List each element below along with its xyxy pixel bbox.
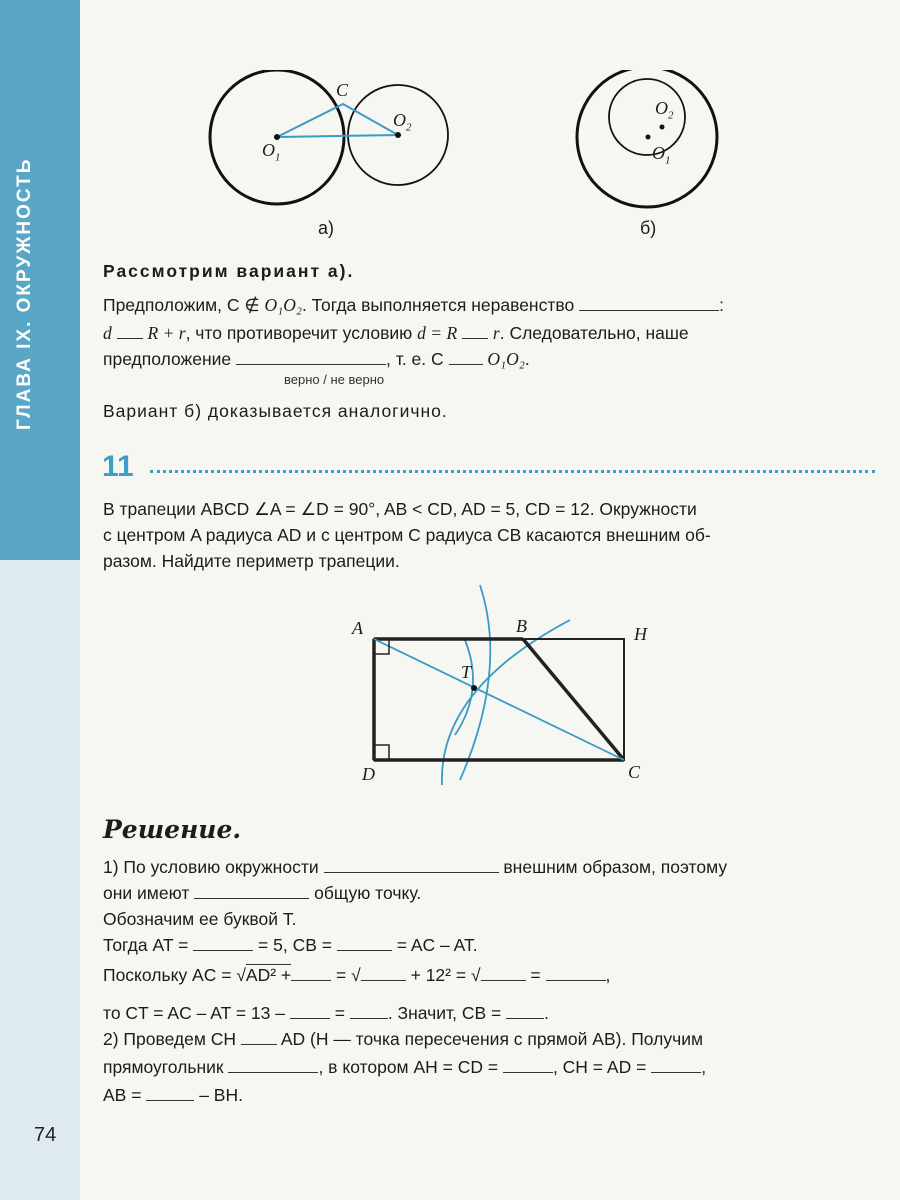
point-c: C — [628, 762, 641, 782]
task-text-2: с центром A радиуса AD и с центром C радиуса CB касаются внешним об- — [103, 525, 711, 545]
proof-line-4: предположение , т. е. C O₁O₂. — [103, 349, 530, 369]
solution-line-2: они имеют общую точку. — [103, 883, 422, 903]
fig-b-caption: б) — [640, 218, 657, 238]
solution-line-8: прямоугольник , в котором AH = CD = , CH = AD = , — [103, 1057, 707, 1077]
proof-line-2: Предположим, C ∉ O₁O₂. Тогда выполняется неравенство : — [103, 295, 724, 315]
figure-a — [200, 70, 460, 210]
fig-b-label-o2: $O_2$ — [655, 98, 674, 122]
sidebar-band — [0, 0, 80, 560]
chapter-sidebar — [0, 0, 80, 1200]
task-divider — [150, 470, 875, 473]
solution-line-3: Обозначим ее буквой T. — [103, 909, 297, 929]
solution-line-7: 2) Проведем CH AD (H — точка пересечения с прямой AB). Получим — [103, 1029, 704, 1049]
point-d: D — [362, 764, 375, 784]
solution-line-4: Тогда AT = = 5, CB = = AC – AT. — [103, 935, 478, 955]
figure-trapezoid — [340, 580, 670, 790]
point-h: H — [634, 624, 647, 644]
page-number: 74 — [34, 1124, 57, 1146]
task-text-1: В трапеции ABCD ∠A = ∠D = 90°, AB < CD, AD = 5, CD = 12. Окружности — [103, 499, 697, 519]
task-text-3: разом. Найдите периметр трапеции. — [103, 551, 400, 571]
fig-a-label-o2: $O_2$ — [393, 110, 412, 134]
fig-a-label-o1: $O_1$ — [262, 140, 281, 164]
point-t: T — [461, 662, 472, 682]
fig-a-label-c: C — [336, 80, 349, 100]
solution-line-1: 1) По условию окружности внешним образом, поэтому — [103, 857, 728, 877]
solution-title: Решение. — [103, 815, 242, 844]
chapter-title: ГЛАВА IX. ОКРУЖНОСТЬ — [14, 157, 35, 430]
solution-line-9: AB = – BH. — [103, 1085, 243, 1105]
proof-hint: верно / не верно — [284, 372, 385, 387]
fig-b-label-o1: $O_1$ — [652, 143, 671, 167]
point-a: A — [352, 618, 363, 638]
point-b: B — [516, 616, 527, 636]
proof-line-1: Рассмотрим вариант а). — [103, 261, 355, 281]
proof-line-5: Вариант б) доказывается аналогично. — [103, 401, 448, 421]
solution-line-5: Поскольку AC = √AD² + = √ + 12² = √ = , — [103, 965, 611, 985]
sidebar-lower — [0, 560, 80, 1200]
solution-line-6: то CT = AC – AT = 13 – = . Значит, CB = . — [103, 1003, 549, 1023]
proof-line-3: d R + r, что противоречит условию d = R r. Следовательно, наше — [103, 323, 689, 343]
fig-a-caption: а) — [318, 218, 335, 238]
task-number: 11 — [102, 450, 134, 483]
figure-b — [575, 70, 735, 210]
